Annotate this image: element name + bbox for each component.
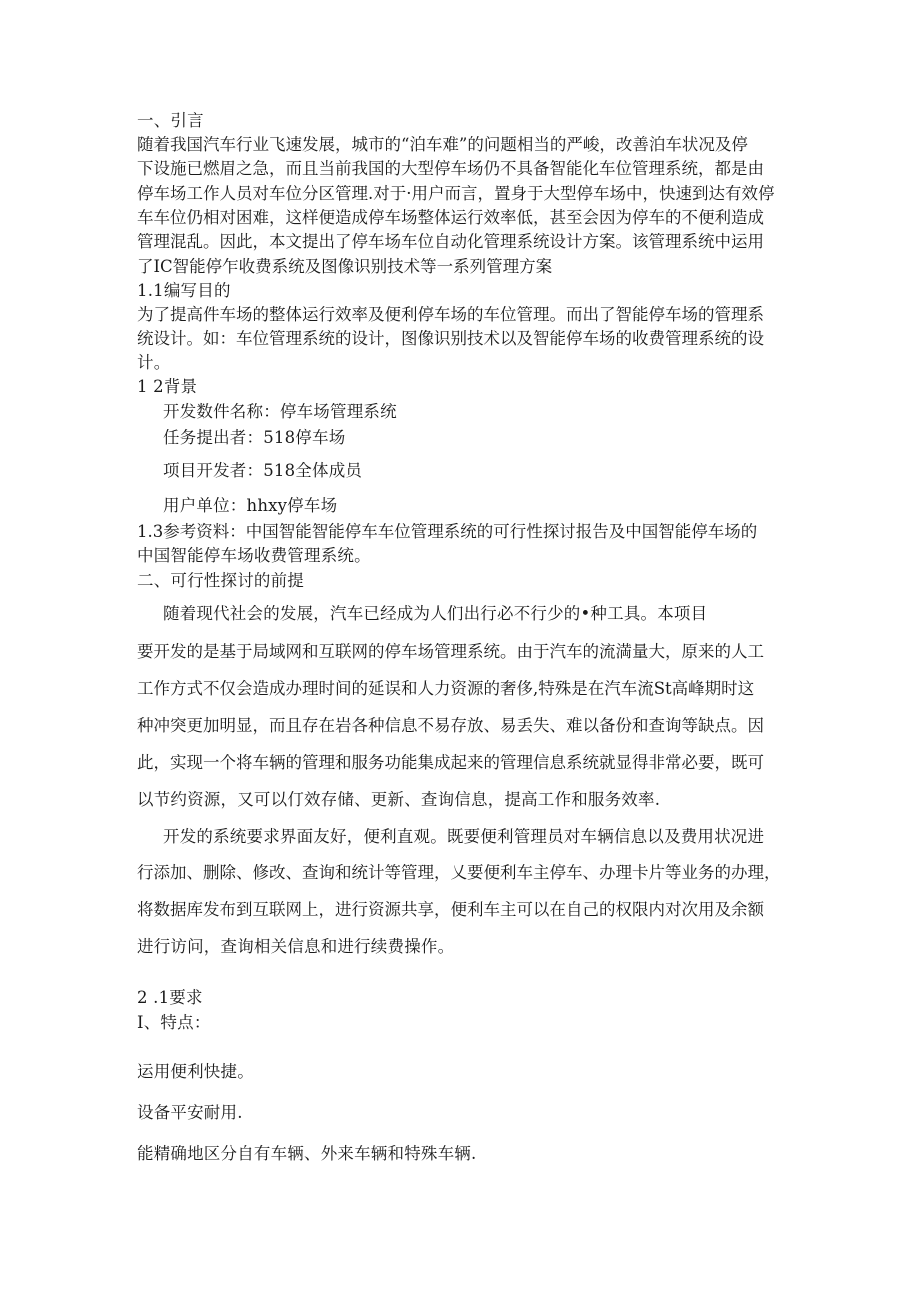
background-item: 项目开发者：518全体成员 <box>163 461 363 480</box>
purpose-line: 为了提高件车场的整体运行效率及便利停车场的车位管理。而出了智能停车场的管理系 <box>137 305 764 324</box>
feature-item: 能精确地区分自有车辆、外来车辆和特殊车辆. <box>137 1144 477 1163</box>
intro-line: 管理混乱。因此，本文提出了停车场车位自动化管理系统设计方案。该管理系统中运用 <box>137 232 764 251</box>
background-item: 开发数件名称：停车场管理系统 <box>163 402 397 421</box>
purpose-heading: 1.1编写目的 <box>137 281 231 300</box>
paragraph-line: 行添加、删除、修改、查询和统计等管理，乂要便利车主停车、办理卡片等业务的办理， <box>137 863 781 882</box>
paragraph-line: 随着现代社会的发展，汽车已经成为人们出行必不行少的•种工具。本项目 <box>163 604 708 623</box>
background-item: 任务提出者：518停车场 <box>163 428 346 447</box>
requirements-heading: 2 .1要求 <box>137 988 203 1007</box>
paragraph-line: 此，实现一个将车辆的管理和服务功能集成起来的管理信息系统就显得非常必要，既可 <box>137 753 764 772</box>
paragraph-line: 将数据库发布到互联网上，进行资源共享，便利车主可以在自己的权限内对次用及余额 <box>137 900 764 919</box>
background-heading: 1 2背景 <box>137 377 198 396</box>
section-heading-feasibility: 二、可行性探讨的前提 <box>137 571 304 590</box>
references-line: 1.3参考资料：中国智能智能停车车位管理系统的可行性探讨报告及中国智能停车场的 <box>137 522 758 541</box>
features-heading: I、特点： <box>137 1013 211 1032</box>
paragraph-line: 种冲突更加明显，而且存在岩各种信息不易存放、易丢失、难以备份和查询等缺点。因 <box>137 716 764 735</box>
intro-line: 停车场工作人员对车位分区管理.对于·用户而言，置身于大型停车场中，快速到达有效停 <box>137 184 775 203</box>
paragraph-line: 以节约资源，又可以仃效存储、更新、查询信息，提高工作和服务效率. <box>137 790 661 809</box>
purpose-line: 计。 <box>137 353 171 372</box>
background-item: 用户单位：hhxy停车场 <box>163 496 338 515</box>
purpose-line: 统设计。如：车位管理系统的设计，图像识别技术以及智能停车场的收费管理系统的设 <box>137 329 764 348</box>
paragraph-line: 工作方式不仅会造成办理时间的延误和人力资源的奢侈,特殊是在汽车流St高峰期时这 <box>137 679 755 698</box>
section-heading-intro: 一、引言 <box>137 111 204 130</box>
feature-item: 设备平安耐用. <box>137 1103 243 1122</box>
paragraph-line: 开发的系统要求界面友好，便利直观。既要便利管理员对车辆信息以及费用状况进 <box>163 827 765 846</box>
paragraph-line: 进行访问，查询相关信息和进行续费操作。 <box>137 937 455 956</box>
paragraph-line: 要开发的是基于局域网和互联网的停车场管理系统。由于汽车的流満量大，原来的人工 <box>137 642 764 661</box>
intro-line: 车车位仍相对困难，这样便造成停车场整体运行效率低，甚至会因为停车的不便利造成 <box>137 208 764 227</box>
intro-line: 下设施已燃眉之急，而且当前我国的大型停车场仍不具备智能化车位管理系统，都是由 <box>137 159 764 178</box>
intro-line: 了IC智能停乍收费系统及图像识别技术等一系列管理方案 <box>137 257 553 276</box>
references-line: 中国智能停车场收费管理系统。 <box>137 546 371 565</box>
feature-item: 运用便利快捷。 <box>137 1062 254 1081</box>
intro-line: 随着我国汽车行业飞速发展，城市的“泊车难”的问题相当的严峻，改善泊车状况及停 <box>137 135 748 154</box>
